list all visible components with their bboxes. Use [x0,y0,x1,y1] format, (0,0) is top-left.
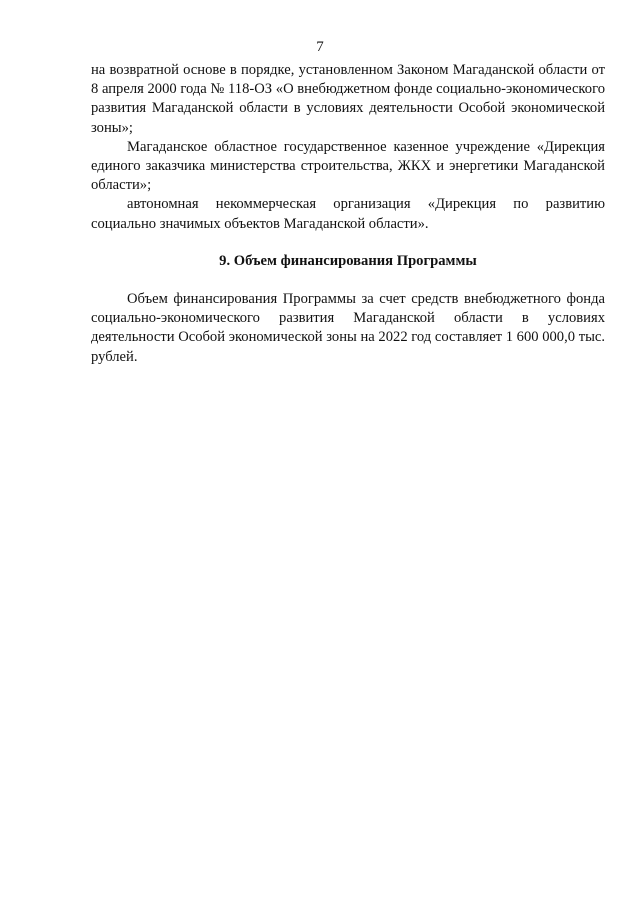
paragraph-continuation: на возвратной основе в порядке, установленном Законом Магаданской области от 8 апреля 2000 года № 118-ОЗ «О внебюджетном фонде социально-экономического развития Магаданской области в условиях деятельности Особой экономической зоны»; [91,62,605,136]
paragraph-financing: Объем финансирования Программы за счет средств внебюджетного фонда социально-экономического развития Магаданской области в условиях деятельности Особой экономической зоны на 2022 год составляет 1 600 000,0 тыс. рублей. [91,291,605,365]
section-heading: 9. Объем финансирования Программы [219,252,477,269]
document-body [91,61,605,367]
paragraph-directorate: Магаданское областное государственное казенное учреждение «Дирекция единого заказчика министерства строительства, ЖКХ и энергетики Магаданской области»; [91,138,605,194]
paragraph-anо-directorate: автономная некоммерческая организация «Дирекция по развитию социально значимых объектов Магаданской области». [91,196,605,232]
page-number: 7 [316,39,324,55]
